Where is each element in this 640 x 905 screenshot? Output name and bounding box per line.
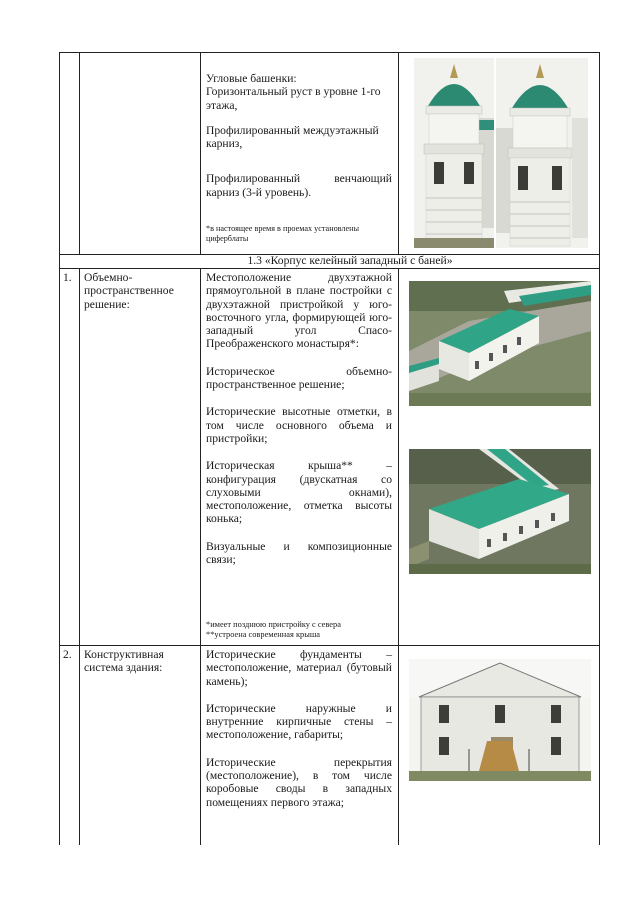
- row0-block: Угловые башенки: Горизонтальный руст в уровне 1-го этажа,: [206, 72, 381, 112]
- row1-block: Визуальные и композиционные связи;: [206, 539, 392, 567]
- row1-block: Историческая крыша** – конфигурация (двускатная со слуховыми окнами), местоположение, отметка высоты конька;: [206, 459, 392, 526]
- row-number: 2.: [63, 648, 72, 661]
- row1-block: Местоположение двухэтажной прямоугольной в плане постройки с двухэтажной пристройкой у юго-восточного угла, формирующей юго-западный угол Спасо-Преображенского монастыря*:: [206, 271, 392, 351]
- row1-block: Исторические высотные отметки, в том числе основного объема и пристройки;: [206, 405, 392, 445]
- row1-text: [206, 271, 392, 578]
- row0-block: Профилированный междуэтажный карниз,: [206, 123, 379, 151]
- aerial-image: [409, 281, 591, 406]
- table-border-top: [59, 52, 599, 53]
- row1-block: Историческое объемно-пространственное решение;: [206, 364, 392, 392]
- row-label: Объемно-пространственное решение:: [84, 271, 174, 311]
- row0-text: [206, 72, 392, 211]
- facade-photo: [409, 659, 591, 781]
- aerial-photo-top: [409, 281, 591, 406]
- table-border-text-col: [398, 52, 399, 254]
- table-border-number-col: [79, 52, 80, 254]
- row2-block: Исторические перекрытия (местоположение), в том числе коробовые своды в западных помещениях первого этажа;: [206, 755, 392, 809]
- row1-footnote: *имеет позднюю пристройку с севера: [206, 620, 341, 629]
- row2-text: [206, 648, 392, 821]
- row0-block: Профилированный венчающий карниз (3-й уровень).: [206, 172, 392, 199]
- row-number: 1.: [63, 271, 72, 284]
- row1-footnote: **устроена современная крыша: [206, 630, 320, 639]
- row1-footnotes: [206, 620, 396, 640]
- aerial-image: [409, 449, 591, 574]
- row0-footnote: *в настоящее время в проемах установлены циферблаты: [206, 224, 360, 243]
- tower-image: [414, 58, 494, 248]
- table-border-label-col: [200, 52, 201, 254]
- table-row-divider: [59, 268, 599, 269]
- row-label: Конструктивная система здания:: [84, 648, 164, 675]
- row2-block: Исторические наружные и внутренние кирпичные стены – местоположение, габариты;: [206, 701, 392, 742]
- table-border-right: [599, 52, 600, 845]
- table-border-text-col: [398, 268, 399, 845]
- table-border-left: [59, 52, 60, 845]
- section-title: 1.3 «Корпус келейный западный с баней»: [247, 254, 453, 267]
- table-border-number-col: [79, 268, 80, 845]
- row2-block: Исторические фундаменты – местоположение, материал (бутовый камень);: [206, 648, 392, 688]
- aerial-photo-bottom: [409, 449, 591, 574]
- tower-image: [496, 58, 588, 248]
- corner-tower-photo-right: [496, 58, 588, 248]
- table-border-label-col: [200, 268, 201, 845]
- table-row-divider: [59, 645, 599, 646]
- facade-image: [409, 659, 591, 781]
- corner-tower-photo-left: [414, 58, 494, 248]
